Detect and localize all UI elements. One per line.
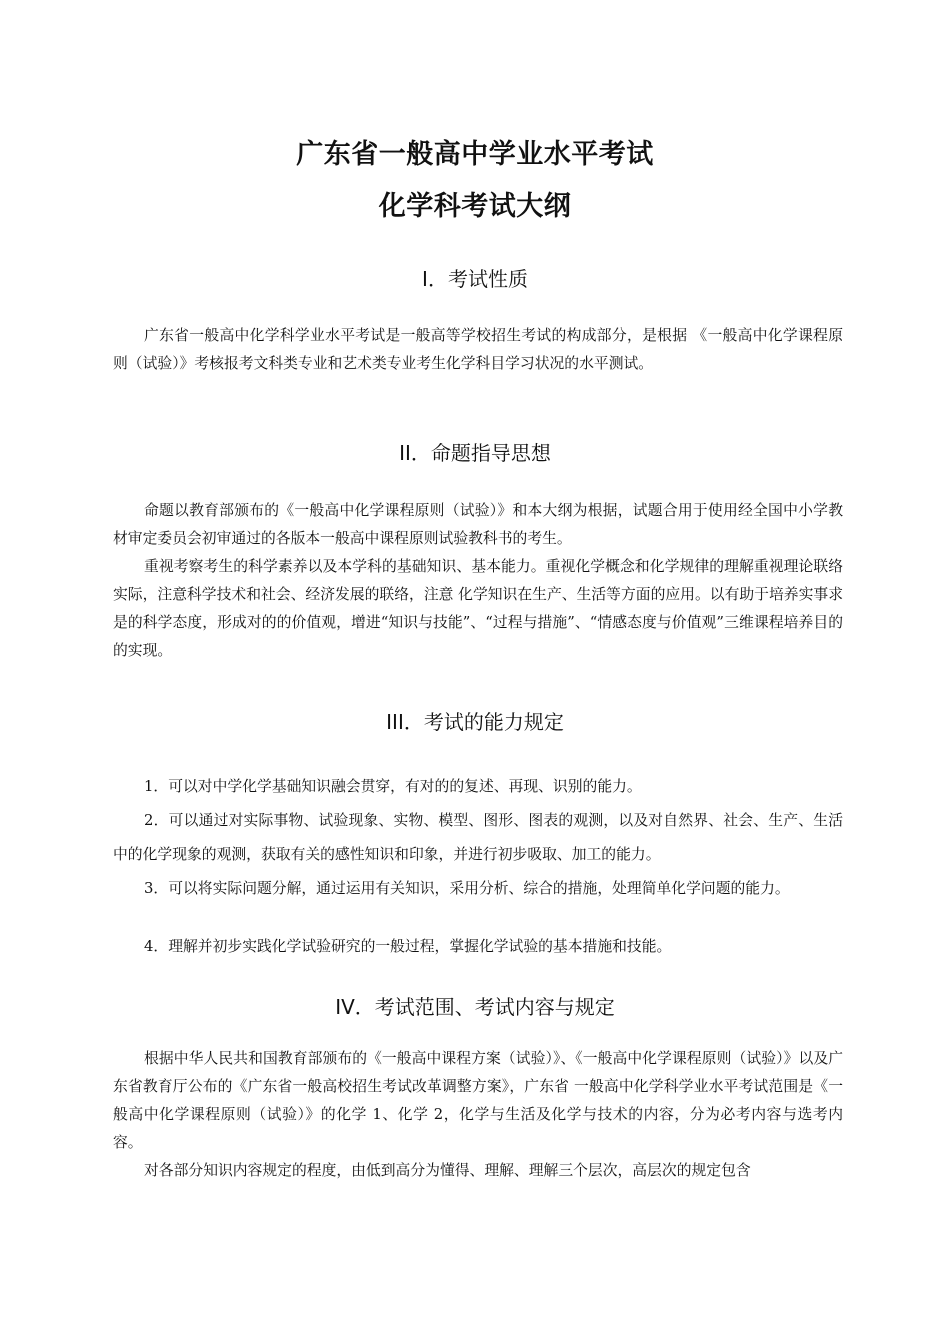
section-heading-1: I．考试性质 <box>422 267 528 291</box>
list-item: 1．可以对中学化学基础知识融会贯穿，有对的的复述、再现、识别的能力。 <box>144 778 642 795</box>
paragraph: 命题以教育部颁布的《一般高中化学课程原则（试验）》和本大纲为根据，试题合用于使用经全国中小学教材审定委员会初审通过的各版本一般高中课程原则试验教科书的考生。 <box>113 502 843 547</box>
section-heading-4: IV．考试范围、考试内容与规定 <box>335 995 615 1019</box>
list-item: 3．可以将实际问题分解，通过运用有关知识，采用分析、综合的措施，处理简单化学问题的能力。 <box>144 880 790 897</box>
list-item: 2．可以通过对实际事物、试验现象、实物、模型、图形、图表的观测，以及对自然界、社会、生产、生活中的化学现象的观测，获取有关的感性知识和印象，并进行初步吸取、加工的能力。 <box>113 812 843 863</box>
document-title: 广东省一般高中学业水平考试 <box>296 139 654 170</box>
section-heading-3: III．考试的能力规定 <box>386 710 564 734</box>
paragraph: 广东省一般高中化学科学业水平考试是一般高等学校招生考试的构成部分，是根据 《一般高中化学课程原则（试验）》考核报考文科类专业和艺术类专业考生化学科目学习状况的水平测试。 <box>113 327 843 372</box>
paragraph: 对各部分知识内容规定的程度，由低到高分为懂得、理解、理解三个层次，高层次的规定包含 <box>144 1162 751 1179</box>
list-item: 4．理解并初步实践化学试验研究的一般过程，掌握化学试验的基本措施和技能。 <box>144 938 672 955</box>
paragraph: 重视考察考生的科学素养以及本学科的基础知识、基本能力。重视化学概念和化学规律的理解重视理论联络实际，注意科学技术和社会、经济发展的联络，注意 化学知识在生产、生活等方面的应用。以有助于培养实事求是的科学态度，形成对的的价值观，增进“知识与技能”、“过程与措施”、“情感态度与价值观”三维课程培养目的的实现。 <box>113 558 843 659</box>
paragraph: 根据中华人民共和国教育部颁布的《一般高中课程方案（试验）》、《一般高中化学课程原则（试验）》以及广东省教育厅公布的《广东省一般高校招生考试改革调整方案》，广东省 一般高中化学科学业水平考试范围是《一般高中化学课程原则（试验）》的化学 1、化学 2，化学与生活及化学与技术的内容，分为必考内容与选考内容。 <box>113 1050 843 1151</box>
section-heading-2: II．命题指导思想 <box>399 441 551 465</box>
document-subtitle: 化学科考试大纲 <box>378 191 572 222</box>
